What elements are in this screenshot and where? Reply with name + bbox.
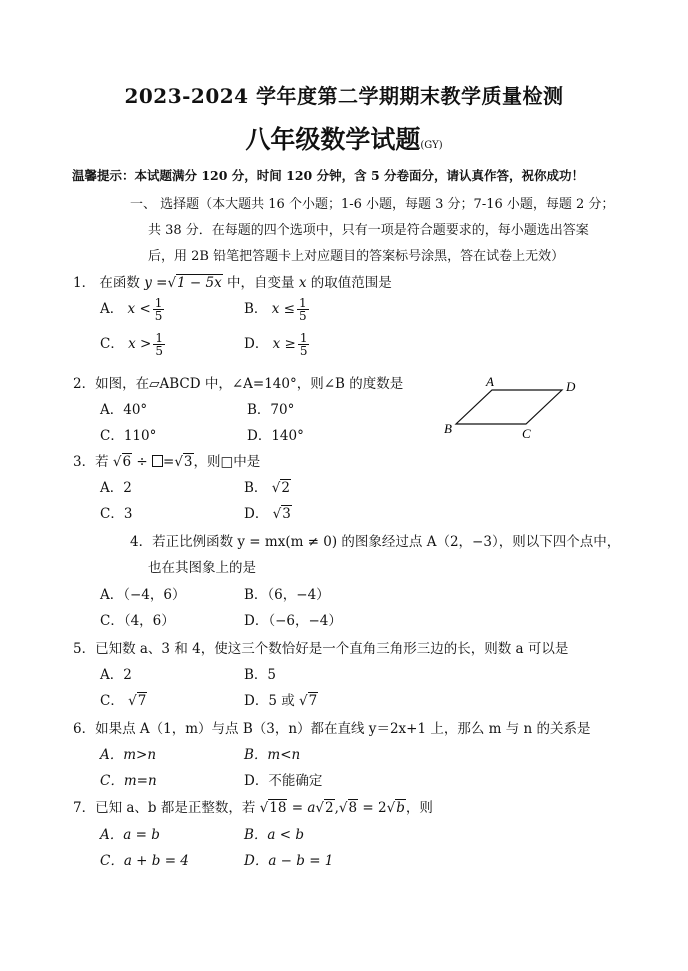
frac-numerator: 1	[154, 296, 163, 310]
q7-text-b: = a	[291, 800, 316, 816]
q4-option-b[interactable]: B．（6，−4）	[244, 587, 330, 603]
q5-option-d-label: D．5 或	[244, 693, 295, 709]
subtitle-tag: (GY)	[420, 140, 443, 151]
parallelogram-figure	[436, 372, 586, 442]
q1-number: 1．	[73, 275, 96, 291]
q5-option-c-label: C．	[100, 693, 124, 709]
q5-number: 5．	[73, 641, 96, 657]
q2-option-b[interactable]: B．70°	[247, 402, 295, 418]
frac-denominator: 5	[154, 309, 163, 323]
q1-var: x	[298, 275, 307, 291]
q3-radicand-1: 6	[122, 454, 132, 470]
q7-option-c[interactable]: C．a + b = 4	[100, 853, 189, 869]
q7-option-a[interactable]: A．a = b	[100, 827, 160, 843]
q5-option-c-radicand: 7	[137, 693, 147, 709]
q5-option-b[interactable]: B．5	[244, 667, 277, 683]
q7-radicand-4: b	[396, 800, 405, 816]
question-3: 3．若 √6 ÷ =√3，则□中是	[73, 454, 261, 470]
q3-option-b-radicand: 2	[281, 480, 290, 496]
q1-option-b-fraction	[297, 297, 309, 322]
q1-option-b-label: B．	[244, 301, 268, 317]
q2-text: 如图，在▱ABCD 中，∠A=140°，则∠B 的度数是	[95, 376, 404, 392]
frac-numerator: 1	[155, 331, 163, 345]
q5-option-a[interactable]: A．2	[100, 667, 132, 683]
q1-option-d-lhs: x ≥	[272, 336, 296, 352]
q5-option-d-radicand: 7	[308, 693, 318, 709]
q3-option-d[interactable]: D． √3	[244, 506, 291, 522]
q3-option-d-label: D．	[244, 506, 269, 522]
q7-text-c: ,	[334, 800, 339, 816]
q6-text: 如果点 A（1，m）与点 B（3，n）都在直线 y＝2x+1 上，那么 m 与 n 的关系是	[95, 721, 591, 737]
exam-subtitle	[0, 120, 688, 156]
q3-text-c: ，则□中是	[193, 454, 261, 470]
vertex-b-label: B	[444, 421, 452, 436]
question-4	[130, 530, 620, 550]
parallelogram-shape	[456, 390, 562, 424]
vertex-d-label: D	[566, 379, 576, 394]
q4-text-line-1: 若正比例函数 y = mx(m ≠ 0) 的图象经过点 A（2，−3），则以下四个点中，	[152, 534, 621, 550]
q3-option-b-label: B．	[244, 480, 268, 496]
question-2	[73, 372, 403, 392]
q7-radicand-3: 8	[348, 800, 358, 816]
q4-number: 4．	[130, 534, 153, 550]
q3-option-b[interactable]: B． √2	[244, 480, 290, 496]
q1-option-c[interactable]	[100, 332, 165, 357]
blank-box	[152, 455, 163, 467]
q4-option-d[interactable]: D．（−6，−4）	[244, 613, 342, 629]
question-7: 7．已知 a、b 都是正整数，若 √18 = a√2,√8 = 2√b，则	[73, 800, 433, 816]
q1-option-d-label: D．	[244, 336, 269, 352]
q1-func-eq: =	[156, 275, 168, 291]
q7-text-d: = 2	[362, 800, 387, 816]
q5-option-c[interactable]: C． √7	[100, 693, 147, 709]
q1-text-a: 在函数	[99, 275, 140, 291]
q1-text-c: 的取值范围是	[310, 275, 392, 291]
q1-text-b: 中，自变量	[227, 275, 295, 291]
q2-option-c[interactable]: C．110°	[100, 428, 157, 444]
q6-option-b[interactable]: B．m<n	[244, 747, 301, 763]
q1-option-a-fraction	[153, 297, 165, 322]
q3-option-d-radicand: 3	[282, 506, 291, 522]
q1-option-c-fraction	[153, 332, 165, 357]
q7-option-d[interactable]: D．a − b = 1	[244, 853, 334, 869]
q1-func-radicand: 1 − 5x	[177, 275, 222, 291]
q7-option-b[interactable]: B．a < b	[244, 827, 305, 843]
question-1: 1． 在函数 y =√1 − 5x 中，自变量 x 的取值范围是	[73, 275, 392, 291]
exam-title: 2023-2024 学年度第二学期期末教学质量检测	[124, 84, 564, 108]
q1-func-y: y	[144, 275, 152, 291]
q6-option-c[interactable]: C．m=n	[100, 773, 157, 789]
section-line-1: 一、 选择题（本大题共 16 个小题；1-6 小题，每题 3 分；7-16 小题，每题 2 分；	[130, 197, 615, 212]
q2-option-d[interactable]: D．140°	[247, 428, 304, 444]
q3-equals: =	[163, 454, 175, 470]
q7-radicand-2: 2	[325, 800, 334, 816]
q3-option-c[interactable]: C．3	[100, 506, 133, 522]
q3-number: 3．	[73, 454, 96, 470]
vertex-c-label: C	[522, 426, 531, 441]
q1-option-a[interactable]	[100, 297, 164, 322]
vertex-a-label: A	[486, 374, 494, 389]
q1-option-a-label: A．	[100, 301, 124, 317]
q1-option-c-label: C．	[100, 336, 124, 352]
q3-radicand-2: 3	[183, 454, 193, 470]
q5-text: 已知数 a、3 和 4，使这三个数恰好是一个直角三角形三边的长，则数 a 可以是	[95, 641, 569, 657]
q1-option-b[interactable]	[244, 297, 309, 322]
q6-option-d[interactable]: D．不能确定	[244, 773, 323, 789]
q6-option-a[interactable]: A．m>n	[100, 747, 157, 763]
section-line-3: 后，用 2B 铅笔把答题卡上对应题目的答案标号涂黑，答在试卷上无效）	[148, 249, 565, 264]
frac-denominator: 5	[155, 344, 163, 358]
section-line-2: 共 38 分．在每题的四个选项中，只有一项是符合题要求的，每小题选出答案	[148, 223, 589, 238]
q1-option-d[interactable]	[244, 332, 309, 357]
q4-text-line-2: 也在其图象上的是	[148, 560, 256, 576]
q7-radicand-1: 18	[269, 800, 287, 816]
q3-option-a[interactable]: A．2	[100, 480, 132, 496]
q7-text-a: 已知 a、b 都是正整数，若	[95, 800, 256, 816]
exam-tip: 温馨提示：本试题满分 120 分，时间 120 分钟，含 5 分卷面分，请认真作答，祝你成功！	[72, 168, 584, 183]
q3-text-a: 若	[95, 454, 109, 470]
q6-number: 6．	[73, 721, 96, 737]
q4-option-a[interactable]: A．（−4，6）	[100, 587, 186, 603]
frac-numerator: 1	[298, 296, 307, 310]
frac-numerator: 1	[299, 331, 308, 345]
q3-operator: ÷	[136, 454, 148, 470]
q2-option-a[interactable]: A．40°	[100, 402, 148, 418]
frac-denominator: 5	[299, 344, 308, 358]
question-5	[73, 637, 568, 657]
question-6	[73, 717, 591, 737]
q2-number: 2．	[73, 376, 96, 392]
q1-option-c-lhs: x >	[128, 336, 152, 352]
q5-option-d[interactable]: D．5 或 √7	[244, 693, 318, 709]
q1-option-d-fraction	[298, 332, 310, 357]
frac-denominator: 5	[298, 309, 307, 323]
q7-number: 7．	[73, 800, 96, 816]
q1-option-a-lhs: x <	[127, 301, 151, 317]
q1-option-b-lhs: x ≤	[271, 301, 295, 317]
q7-text-e: ，则	[405, 800, 433, 816]
q4-option-c[interactable]: C．（4，6）	[100, 613, 175, 629]
subtitle-text: 八年级数学试题	[245, 125, 421, 154]
